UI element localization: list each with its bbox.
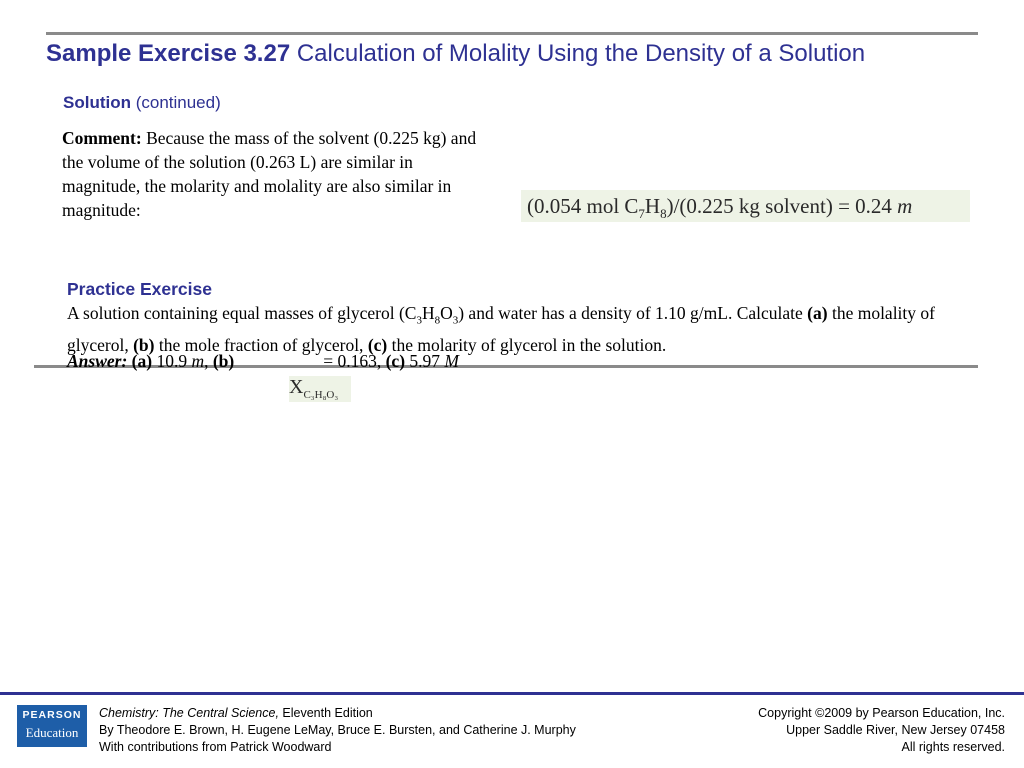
practice-text-part: the molarity of glycerol in the solution. bbox=[387, 334, 667, 355]
rights-line: All rights reserved. bbox=[901, 740, 1005, 754]
answer-a-unit: m bbox=[191, 351, 205, 371]
slide-title bbox=[46, 40, 865, 68]
book-contributors: With contributions from Patrick Woodward bbox=[99, 740, 332, 754]
solution-subheading bbox=[63, 93, 221, 113]
practice-text-part: O bbox=[440, 303, 453, 323]
publisher-address: Upper Saddle River, New Jersey 07458 bbox=[786, 723, 1005, 737]
footer-copyright bbox=[758, 705, 1005, 756]
chi-subscript: C₃H₈O₃ bbox=[303, 389, 339, 401]
pearson-logo bbox=[17, 705, 87, 747]
answer-b-label: (b) bbox=[212, 351, 235, 371]
title-description: Calculation of Molality Using the Density of a Solution bbox=[290, 40, 866, 67]
practice-subscript: 8 bbox=[434, 314, 441, 327]
practice-text-part: the mole fraction of glycerol, bbox=[154, 334, 368, 355]
equation-subscript: 7 bbox=[638, 206, 645, 222]
solution-continued-label: (continued) bbox=[130, 93, 221, 112]
book-authors: By Theodore E. Brown, H. Eugene LeMay, Bruce E. Bursten, and Catherine J. Murphy bbox=[99, 723, 576, 737]
equation-part: H bbox=[644, 194, 661, 218]
title-exercise-number: Sample Exercise 3.27 bbox=[46, 40, 291, 67]
top-rule bbox=[46, 32, 978, 35]
equation-part: (0.054 mol C bbox=[527, 194, 639, 218]
molality-equation bbox=[521, 190, 970, 222]
answer-a-value: 10.9 bbox=[152, 351, 192, 371]
comment-text: Because the mass of the solvent (0.225 kg) and the volume of the solution (0.263 L) are similar in magnitude, the molarity and molality are also similar in magnitude: bbox=[62, 128, 477, 220]
practice-subscript: 3 bbox=[452, 314, 459, 327]
practice-heading: Practice Exercise bbox=[67, 279, 212, 299]
copyright-line: Copyright ©2009 by Pearson Education, Inc. bbox=[758, 706, 1005, 720]
chi-symbol: X bbox=[289, 376, 304, 398]
practice-text-part: H bbox=[421, 303, 435, 323]
equation-part: )/(0.225 kg solvent) = 0.24 bbox=[666, 194, 898, 218]
part-c-label: (c) bbox=[367, 334, 388, 355]
practice-text-part: the molality of glycerol, bbox=[67, 303, 935, 355]
book-title-line bbox=[99, 705, 576, 722]
practice-subscript: 3 bbox=[416, 314, 422, 327]
mole-fraction-symbol bbox=[289, 376, 351, 402]
answer-label: Answer: bbox=[67, 351, 128, 371]
part-b-label: (b) bbox=[133, 334, 155, 355]
comment-paragraph bbox=[62, 126, 482, 222]
logo-line-1: PEARSON bbox=[22, 709, 82, 721]
solution-label: Solution bbox=[63, 93, 131, 112]
practice-text-part: ) and water has a density of 1.10 g/mL. Calculate bbox=[458, 303, 808, 323]
logo-line-2: Education bbox=[25, 725, 79, 740]
book-edition: Eleventh Edition bbox=[278, 706, 373, 720]
equation-subscript: 8 bbox=[660, 206, 667, 222]
answer-c-unit: M bbox=[444, 351, 459, 371]
book-title: Chemistry: The Central Science, bbox=[99, 706, 279, 720]
answer-b-value: = 0.163, bbox=[323, 351, 386, 371]
equation-unit: m bbox=[897, 194, 913, 218]
answer-separator: , bbox=[204, 351, 213, 371]
part-a-label: (a) bbox=[807, 303, 828, 323]
answer-line bbox=[67, 349, 459, 373]
answer-c-value: 5.97 bbox=[405, 351, 445, 371]
footer-rule bbox=[0, 692, 1024, 695]
practice-text-part: A solution containing equal masses of glycerol (C bbox=[67, 303, 417, 323]
answer-c-label: (c) bbox=[385, 351, 406, 371]
comment-label: Comment: bbox=[62, 128, 142, 148]
answer-a-label: (a) bbox=[131, 351, 153, 371]
footer-book-info bbox=[99, 705, 576, 756]
